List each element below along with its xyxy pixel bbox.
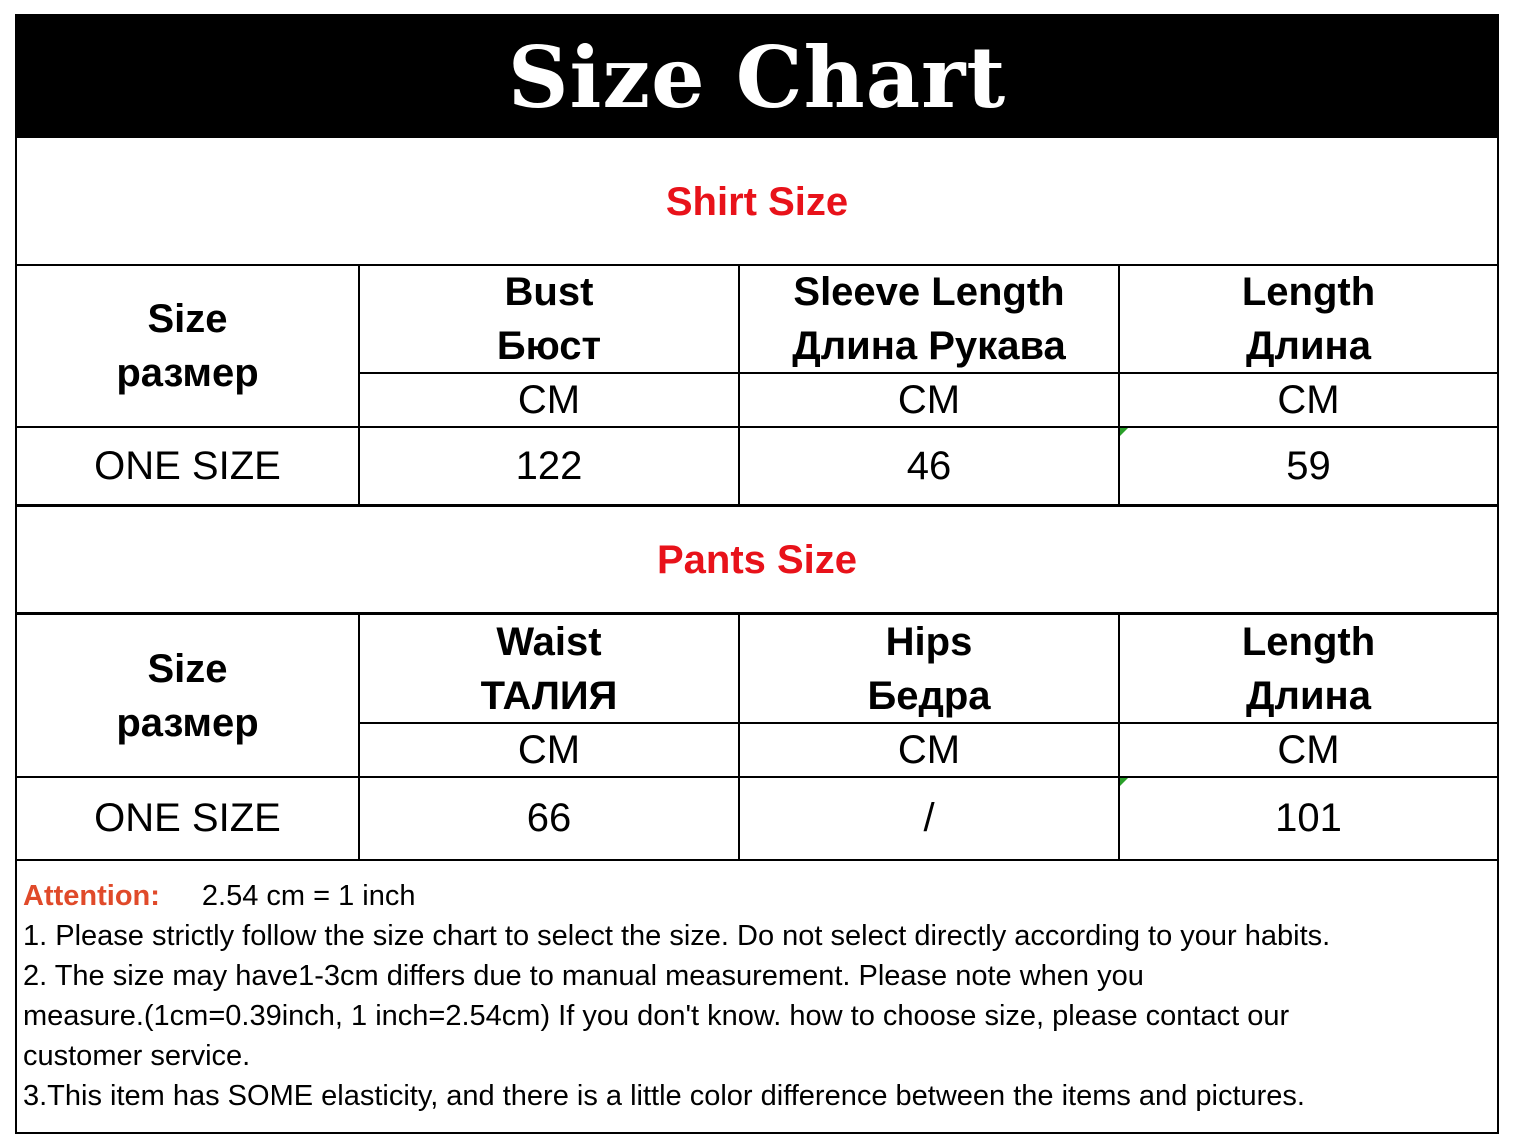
value-cell: / xyxy=(923,796,935,840)
value-cell: 46 xyxy=(906,443,952,488)
unit-cell: CM xyxy=(1277,377,1340,422)
shirt-length-header xyxy=(1120,266,1497,372)
note-line-5: 3.This item has SOME elasticity, and there is a little color difference between the items and pictures. xyxy=(23,1080,1305,1112)
size-header-ru: размер xyxy=(116,351,259,395)
value-cell: 101 xyxy=(1275,796,1342,840)
column-header-en: Length xyxy=(1241,270,1376,314)
pants-hips-header xyxy=(740,615,1118,722)
unit-cell: CM xyxy=(1277,727,1340,772)
divider xyxy=(17,859,1497,861)
row-label: ONE SIZE xyxy=(94,443,281,488)
value-cell: 122 xyxy=(515,443,583,488)
note-line-4: customer service. xyxy=(23,1040,251,1072)
attention-label: Attention: xyxy=(23,880,160,912)
cell-marker xyxy=(1120,428,1128,436)
column-header-ru: Бюст xyxy=(496,324,602,368)
pants-length-header xyxy=(1120,615,1497,722)
unit-cell: CM xyxy=(517,727,581,772)
column-header-ru: Длина xyxy=(1246,673,1371,718)
column-header-en: Length xyxy=(1241,619,1376,664)
value-cell: 66 xyxy=(526,796,572,840)
column-header-ru: Длина xyxy=(1246,324,1371,368)
column-header-ru: Длина Рукава xyxy=(792,324,1066,368)
shirt-size-header xyxy=(17,266,358,426)
attention-text: 2.54 cm = 1 inch xyxy=(201,880,416,912)
notes-block xyxy=(23,876,1493,1116)
size-header-en: Size xyxy=(147,297,228,341)
size-chart-frame xyxy=(15,14,1499,1134)
column-header-ru: ТАЛИЯ xyxy=(480,673,618,718)
column-header-en: Hips xyxy=(885,619,973,664)
value-cell: 59 xyxy=(1286,443,1331,488)
size-header-en: Size xyxy=(147,646,228,691)
size-header-ru: размер xyxy=(116,700,259,745)
note-line-3: measure.(1cm=0.39inch, 1 inch=2.54cm) If you don't know. how to choose size, please contact our xyxy=(23,1000,1290,1032)
title-bar xyxy=(17,16,1497,138)
unit-cell: CM xyxy=(517,377,581,422)
pants-section-title: Pants Size xyxy=(656,537,858,582)
pants-waist-header xyxy=(360,615,738,722)
page-title: Size Chart xyxy=(507,27,1007,127)
unit-cell: CM xyxy=(897,377,961,422)
note-line-1: 1. Please strictly follow the size chart to select the size. Do not select directly according to your habits. xyxy=(23,920,1331,952)
shirt-bust-header xyxy=(360,266,738,372)
cell-marker xyxy=(1120,778,1128,786)
row-label: ONE SIZE xyxy=(94,796,281,840)
column-header-ru: Бедра xyxy=(867,673,991,718)
pants-size-header xyxy=(17,615,358,776)
column-header-en: Sleeve Length xyxy=(793,270,1065,314)
note-line-2: 2. The size may have1-3cm differs due to manual measurement. Please note when you xyxy=(23,960,1144,992)
shirt-sleeve-header xyxy=(740,266,1118,372)
column-header-en: Bust xyxy=(504,270,594,314)
shirt-section-title: Shirt Size xyxy=(665,179,849,224)
attention-line xyxy=(23,876,1493,916)
column-header-en: Waist xyxy=(496,619,602,664)
unit-cell: CM xyxy=(897,727,961,772)
